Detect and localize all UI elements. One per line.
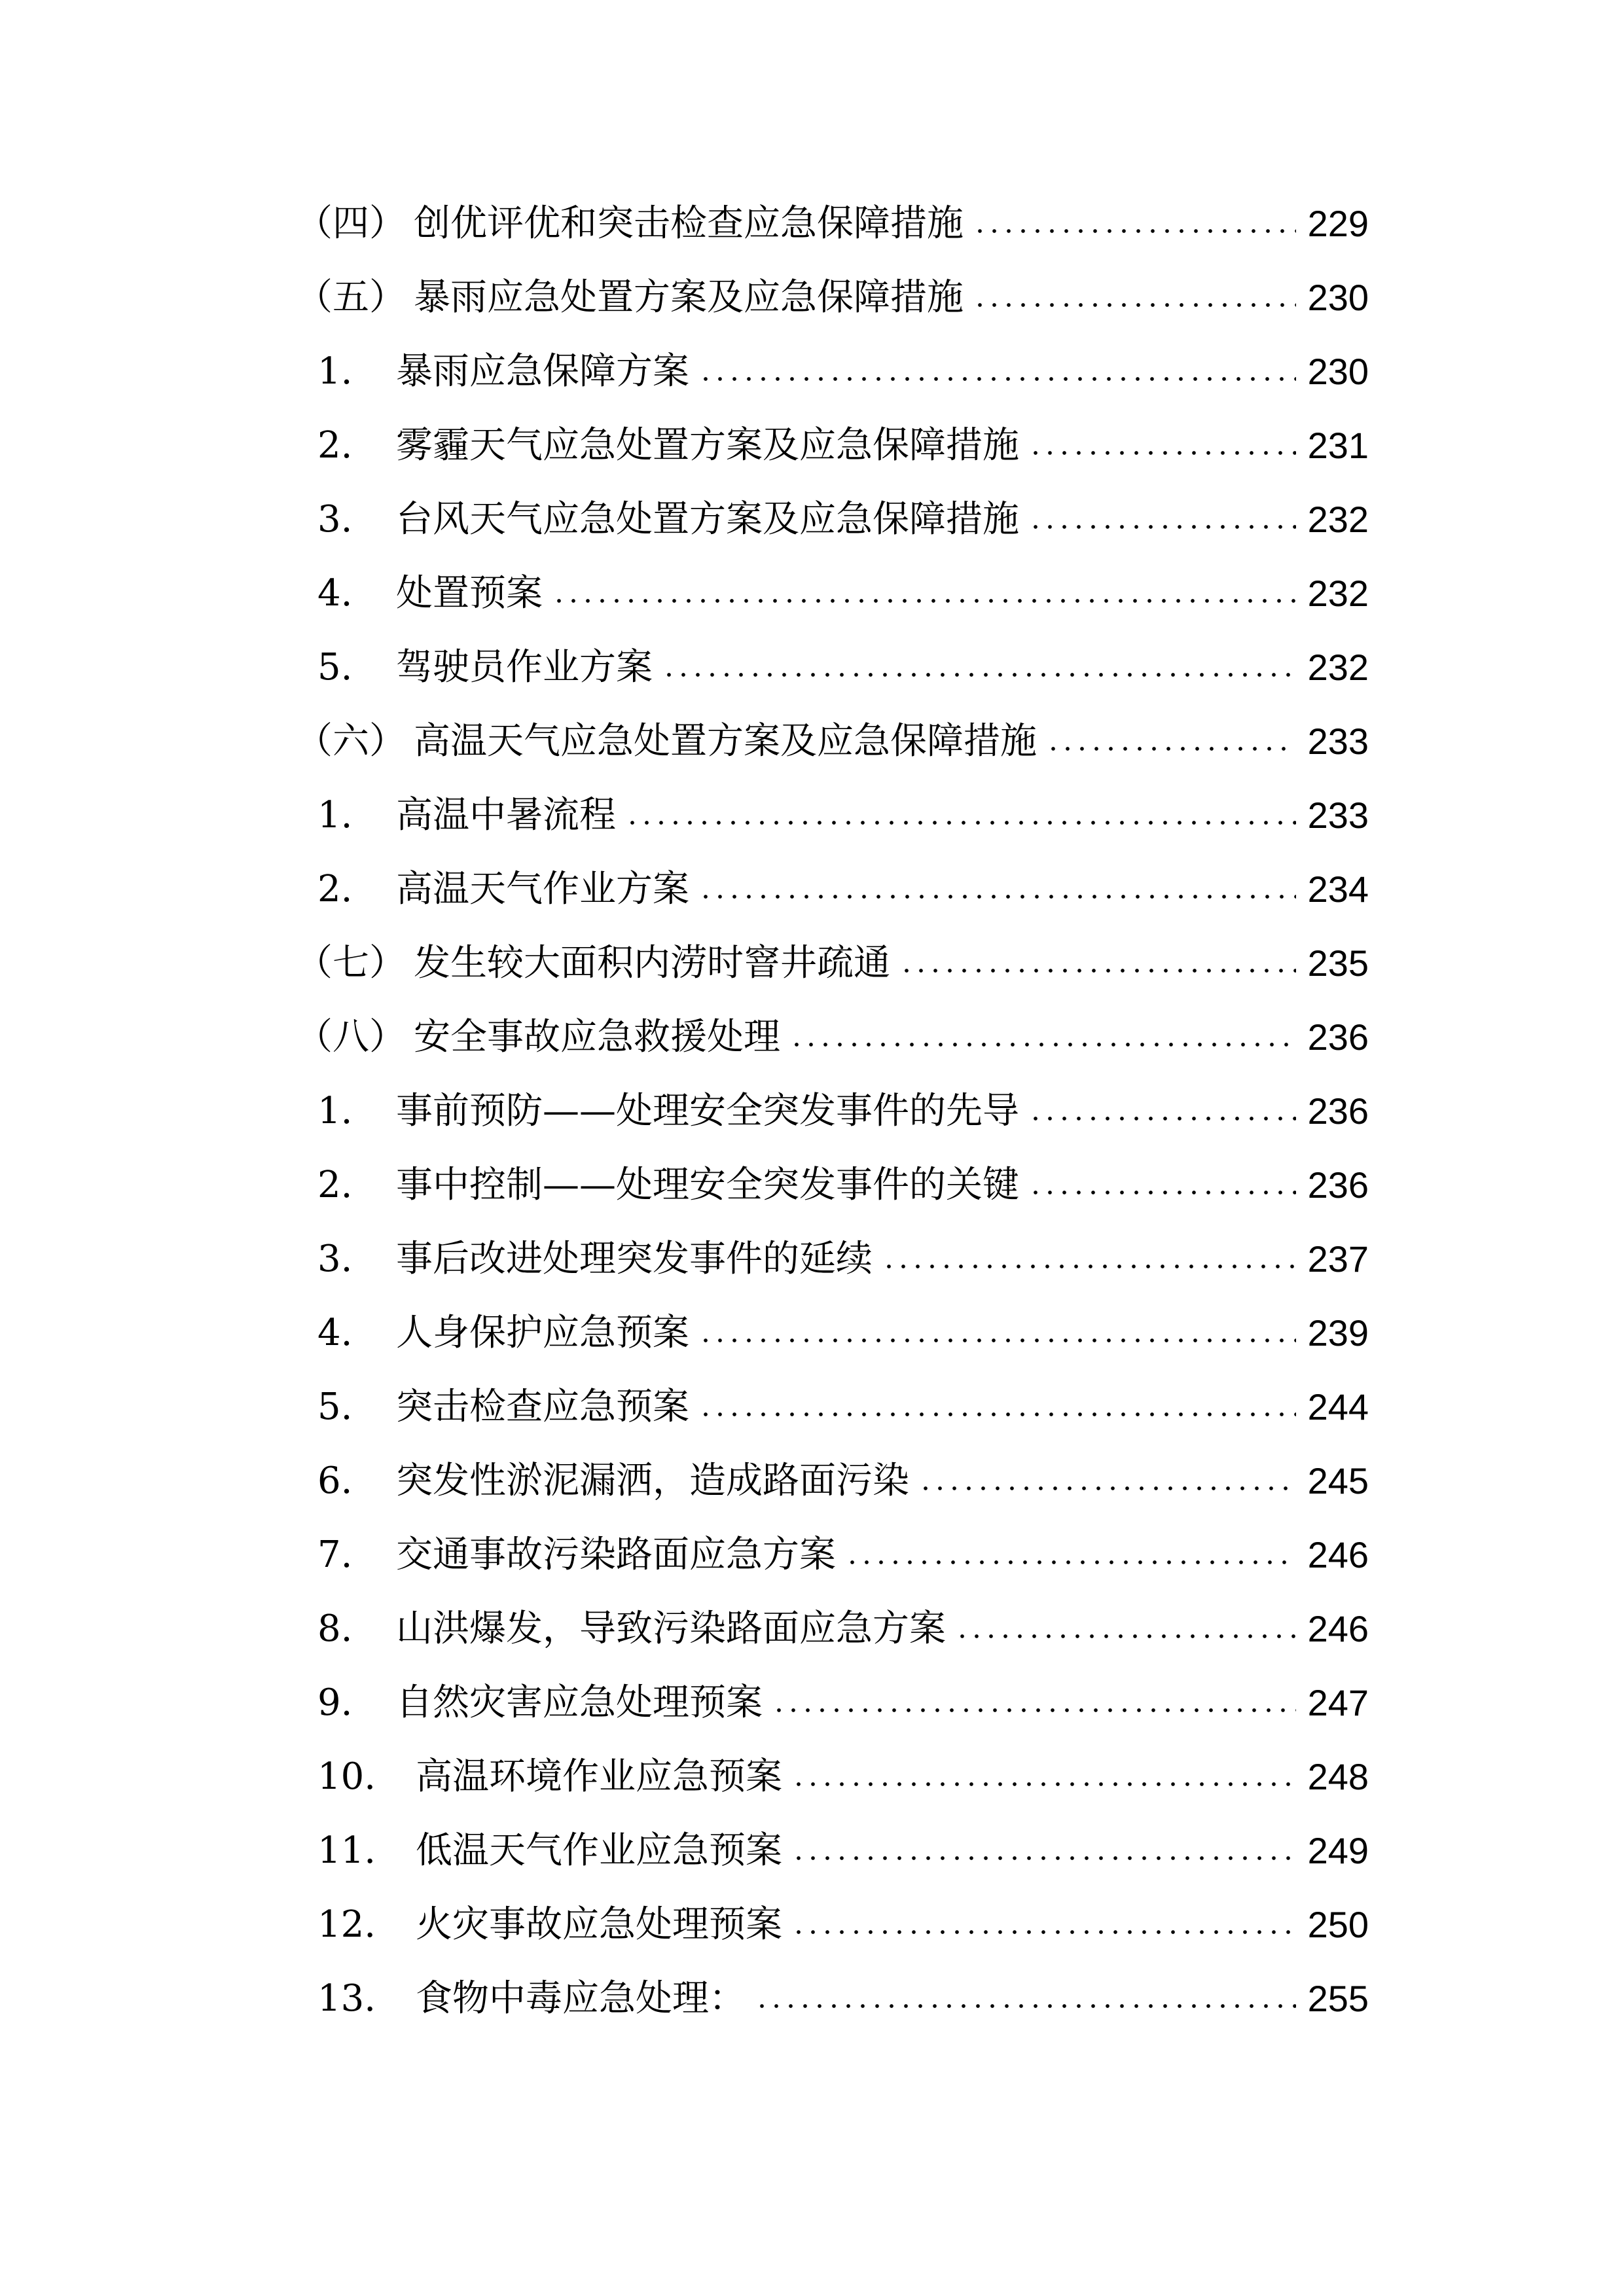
dot-leader xyxy=(845,1560,1296,1565)
toc-entry-number: 8. xyxy=(317,1607,353,1650)
toc-entry-title: 突击检查应急预案 xyxy=(396,1385,689,1428)
dot-leader xyxy=(791,1929,1296,1935)
dot-leader xyxy=(662,672,1296,677)
toc-entry[interactable] xyxy=(0,1296,1624,1370)
toc-entry-number: 3. xyxy=(317,1237,353,1280)
dot-leader xyxy=(1028,1190,1296,1195)
toc-entry-page: 250 xyxy=(1307,1903,1369,1945)
toc-entry[interactable] xyxy=(0,556,1624,630)
dot-leader xyxy=(755,2003,1296,2009)
toc-entry-number: 2. xyxy=(317,1163,353,1206)
toc-entry-title: 事后改进处理突发事件的延续 xyxy=(396,1237,873,1280)
toc-entry[interactable] xyxy=(0,852,1624,926)
toc-entry-title: 食物中毒应急处理： xyxy=(416,1977,746,2020)
dot-leader xyxy=(772,1708,1296,1713)
toc-entry-title: 山洪爆发，导致污染路面应急方案 xyxy=(396,1607,946,1650)
dot-leader xyxy=(1028,1116,1296,1121)
dot-leader xyxy=(1046,746,1296,751)
toc-entry-title: 驾驶员作业方案 xyxy=(396,645,653,689)
toc-entry-page: 236 xyxy=(1307,1164,1369,1206)
toc-entry-page: 235 xyxy=(1307,942,1369,984)
toc-entry-number: 5. xyxy=(317,1385,353,1428)
dot-leader xyxy=(698,376,1296,382)
toc-entry[interactable] xyxy=(0,704,1624,778)
toc-entry[interactable] xyxy=(0,1444,1624,1518)
toc-entry-title: 高温环境作业应急预案 xyxy=(416,1755,782,1798)
toc-entry[interactable] xyxy=(0,1666,1624,1740)
toc-entry-title: 安全事故应急救援处理 xyxy=(414,1015,780,1058)
toc-entry-number: 1. xyxy=(317,350,353,393)
toc-entry-number: （四） xyxy=(296,202,406,245)
toc-entry-number: 6. xyxy=(317,1459,353,1502)
toc-entry-title: 事中控制——处理安全突发事件的关键 xyxy=(396,1163,1019,1206)
toc-entry-title: 交通事故污染路面应急方案 xyxy=(396,1533,836,1576)
dot-leader xyxy=(791,1856,1296,1861)
toc-entry-number: 9. xyxy=(317,1681,353,1724)
toc-entry-title: 事前预防——处理安全突发事件的先导 xyxy=(396,1089,1019,1132)
toc-entry-page: 233 xyxy=(1307,720,1369,762)
toc-entry-title: 低温天气作业应急预案 xyxy=(416,1829,782,1872)
toc-entry-page: 230 xyxy=(1307,276,1369,318)
toc-entry[interactable] xyxy=(0,482,1624,556)
dot-leader xyxy=(1028,524,1296,529)
toc-entry-page: 255 xyxy=(1307,1977,1369,2019)
toc-entry-page: 237 xyxy=(1307,1238,1369,1280)
toc-entry-number: 7. xyxy=(317,1533,353,1576)
toc-entry[interactable] xyxy=(0,187,1624,260)
toc-entry-title: 高温天气作业方案 xyxy=(396,867,689,910)
toc-entry[interactable] xyxy=(0,334,1624,408)
toc-entry-title: 自然灾害应急处理预案 xyxy=(396,1681,763,1724)
toc-entry[interactable] xyxy=(0,1000,1624,1074)
dot-leader xyxy=(698,894,1296,899)
toc-entry-page: 246 xyxy=(1307,1534,1369,1575)
dot-leader xyxy=(791,1782,1296,1787)
toc-entry-page: 232 xyxy=(1307,646,1369,688)
toc-entry-title: 发生较大面积内涝时窨井疏通 xyxy=(414,941,890,984)
toc-entry-number: （五） xyxy=(296,276,406,319)
toc-entry-number: 5. xyxy=(317,645,353,689)
toc-entry-page: 249 xyxy=(1307,1829,1369,1871)
toc-entry-page: 236 xyxy=(1307,1016,1369,1058)
toc-entry-page: 230 xyxy=(1307,350,1369,392)
dot-leader xyxy=(973,228,1296,234)
toc-entry-title: 台风天气应急处置方案及应急保障措施 xyxy=(396,497,1019,541)
toc-entry[interactable] xyxy=(0,1740,1624,1814)
toc-entry[interactable] xyxy=(0,408,1624,482)
toc-entry-number: （八） xyxy=(296,1015,406,1058)
toc-entry-number: 2. xyxy=(317,867,353,910)
dot-leader xyxy=(882,1264,1296,1269)
toc-entry[interactable] xyxy=(0,1370,1624,1444)
toc-entry-title: 处置预案 xyxy=(396,571,543,615)
dot-leader xyxy=(973,302,1296,308)
toc-entry-number: 1. xyxy=(317,793,353,836)
dot-leader xyxy=(698,1338,1296,1343)
toc-entry-number: 12. xyxy=(317,1903,376,1946)
toc-entry-page: 244 xyxy=(1307,1386,1369,1427)
toc-entry-page: 231 xyxy=(1307,424,1369,466)
toc-entry-title: 高温天气应急处置方案及应急保障措施 xyxy=(414,719,1037,762)
toc-entry-page: 233 xyxy=(1307,794,1369,836)
toc-entry-title: 人身保护应急预案 xyxy=(396,1311,689,1354)
toc-entry[interactable] xyxy=(0,630,1624,704)
dot-leader xyxy=(918,1486,1296,1491)
toc-entry-page: 234 xyxy=(1307,868,1369,910)
toc-entry[interactable] xyxy=(0,1148,1624,1222)
toc-entry-page: 246 xyxy=(1307,1607,1369,1649)
toc-entry[interactable] xyxy=(0,1592,1624,1666)
toc-entry-page: 248 xyxy=(1307,1755,1369,1797)
toc-entry-number: 4. xyxy=(317,1311,353,1354)
dot-leader xyxy=(1028,450,1296,456)
toc-entry[interactable] xyxy=(0,1888,1624,1962)
toc-entry-page: 245 xyxy=(1307,1460,1369,1501)
toc-entry[interactable] xyxy=(0,1074,1624,1148)
toc-entry-page: 229 xyxy=(1307,202,1369,244)
dot-leader xyxy=(625,820,1296,825)
dot-leader xyxy=(789,1042,1296,1047)
toc-entry-page: 232 xyxy=(1307,572,1369,614)
toc-entry-number: 3. xyxy=(317,497,353,541)
toc-entry-page: 232 xyxy=(1307,498,1369,540)
toc-entry-title: 火灾事故应急处理预案 xyxy=(416,1903,782,1946)
toc-entry-page: 236 xyxy=(1307,1090,1369,1132)
toc-entry-title: 雾霾天气应急处置方案及应急保障措施 xyxy=(396,423,1019,467)
toc-entry-title: 高温中暑流程 xyxy=(396,793,616,836)
dot-leader xyxy=(899,968,1296,973)
toc-entry-title: 创优评优和突击检查应急保障措施 xyxy=(414,202,964,245)
toc-entry-number: 2. xyxy=(317,423,353,467)
toc-entry[interactable] xyxy=(0,778,1624,852)
toc-entry[interactable] xyxy=(0,926,1624,1000)
toc-entry-number: 11. xyxy=(317,1829,376,1872)
toc-entry-number: （六） xyxy=(296,719,406,762)
dot-leader xyxy=(698,1412,1296,1417)
toc-entry-number: （七） xyxy=(296,941,406,984)
toc-entry[interactable] xyxy=(0,1962,1624,2036)
dot-leader xyxy=(955,1634,1296,1639)
toc-entry-title: 暴雨应急处置方案及应急保障措施 xyxy=(414,276,964,319)
toc-entry-number: 4. xyxy=(317,571,353,615)
toc-entry-title: 暴雨应急保障方案 xyxy=(396,350,689,393)
toc-entry-number: 1. xyxy=(317,1089,353,1132)
toc-entry-page: 247 xyxy=(1307,1681,1369,1723)
toc-entry[interactable] xyxy=(0,260,1624,334)
toc-entry[interactable] xyxy=(0,1518,1624,1592)
toc-entry[interactable] xyxy=(0,1814,1624,1888)
toc-entry-number: 13. xyxy=(317,1977,376,2020)
toc-entry[interactable] xyxy=(0,1222,1624,1296)
toc-entry-number: 10. xyxy=(317,1755,376,1798)
dot-leader xyxy=(552,598,1296,603)
toc-entry-page: 239 xyxy=(1307,1312,1369,1354)
table-of-contents xyxy=(0,187,1624,2036)
toc-entry-title: 突发性淤泥漏洒，造成路面污染 xyxy=(396,1459,909,1502)
